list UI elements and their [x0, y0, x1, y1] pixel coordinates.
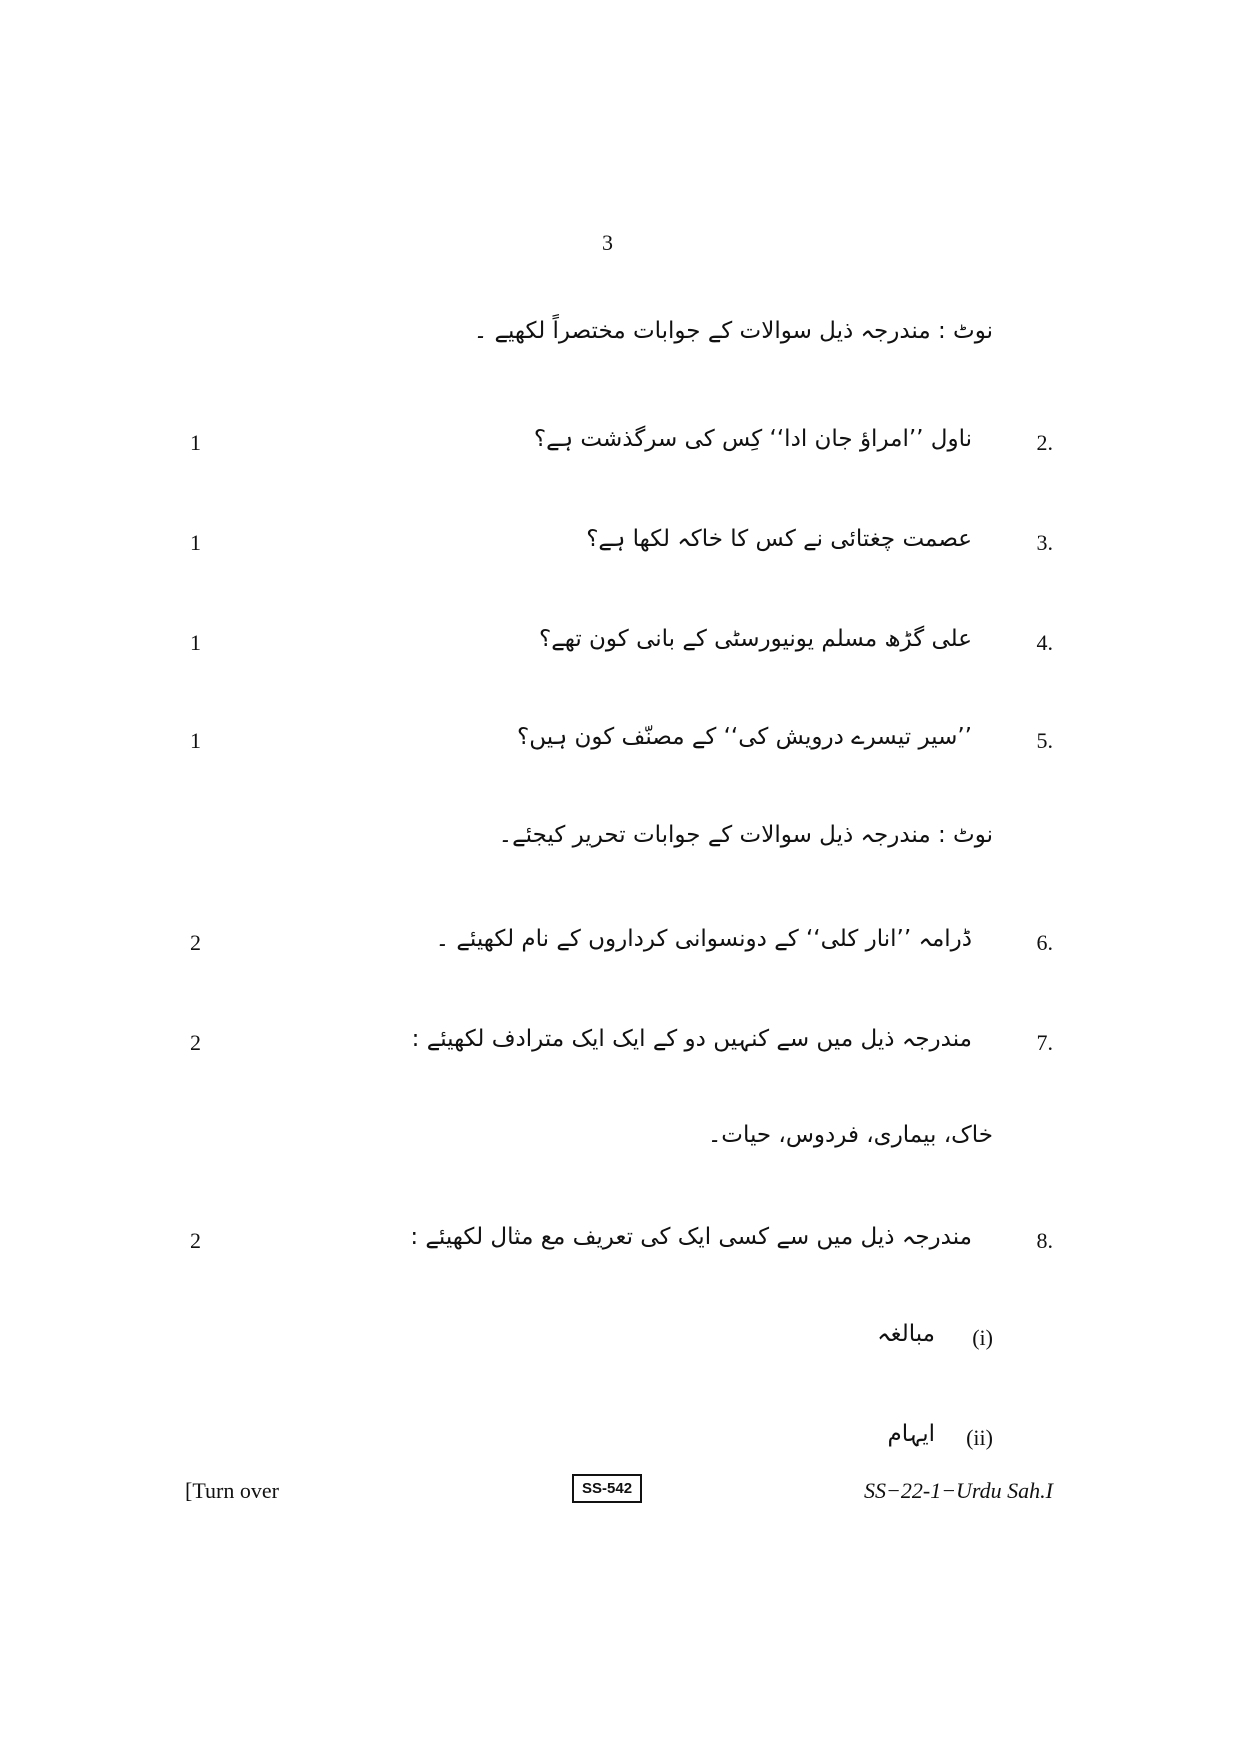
question-3-text: عصمت چغتائی نے کس کا خاکہ لکھا ہے؟ [586, 526, 972, 552]
question-8-marks: 2 [190, 1228, 201, 1253]
question-2-marks: 1 [190, 430, 201, 455]
question-3-marks: 1 [190, 530, 201, 555]
question-6-number: 6. [1036, 930, 1053, 955]
question-6-marks: 2 [190, 930, 201, 955]
question-8-option-i-text: مبالغہ [877, 1321, 935, 1347]
page-number: 3 [602, 230, 613, 255]
question-4-number: 4. [1036, 630, 1053, 655]
question-7-marks: 2 [190, 1030, 201, 1055]
turn-over-label: [Turn over [185, 1478, 279, 1503]
question-8-option-i-number: (i) [972, 1325, 993, 1350]
question-4-marks: 1 [190, 630, 201, 655]
question-8-option-ii-text: ایہام [887, 1421, 935, 1447]
question-7-text: مندرجہ ذیل میں سے کنہیں دو کے ایک ایک مترادف لکھیئے : [411, 1026, 972, 1052]
question-6-text: ڈرامہ ’’انار کلی‘‘ کے دونسوانی کرداروں کے نام لکھیئے ۔ [435, 926, 972, 952]
note-write-answers: نوٹ : مندرجہ ذیل سوالات کے جوابات تحریر کیجئے۔ [498, 822, 993, 848]
question-5-number: 5. [1036, 728, 1053, 753]
question-2-number: 2. [1036, 430, 1053, 455]
question-3-number: 3. [1036, 530, 1053, 555]
question-5-marks: 1 [190, 728, 201, 753]
question-4-text: علی گڑھ مسلم یونیورسٹی کے بانی کون تھے؟ [539, 626, 972, 652]
question-2-text: ناول ’’امراؤ جان ادا‘‘ کِس کی سرگذشت ہے؟ [533, 426, 972, 452]
paper-identifier: SS−22-1−Urdu Sah.I [864, 1478, 1053, 1503]
paper-code-box: SS-542 [572, 1474, 642, 1503]
question-7-word-list: خاک، بیماری، فردوس، حیات۔ [707, 1122, 993, 1148]
question-8-text: مندرجہ ذیل میں سے کسی ایک کی تعریف مع مثال لکھیئے : [410, 1224, 972, 1250]
note-short-answers: نوٹ : مندرجہ ذیل سوالات کے جوابات مختصراً لکھیے ۔ [473, 318, 993, 344]
question-8-option-ii-number: (ii) [966, 1425, 993, 1450]
question-7-number: 7. [1036, 1030, 1053, 1055]
question-8-number: 8. [1036, 1228, 1053, 1253]
question-5-text: ’’سیر تیسرے درویش کی‘‘ کے مصنّف کون ہیں؟ [517, 724, 972, 750]
